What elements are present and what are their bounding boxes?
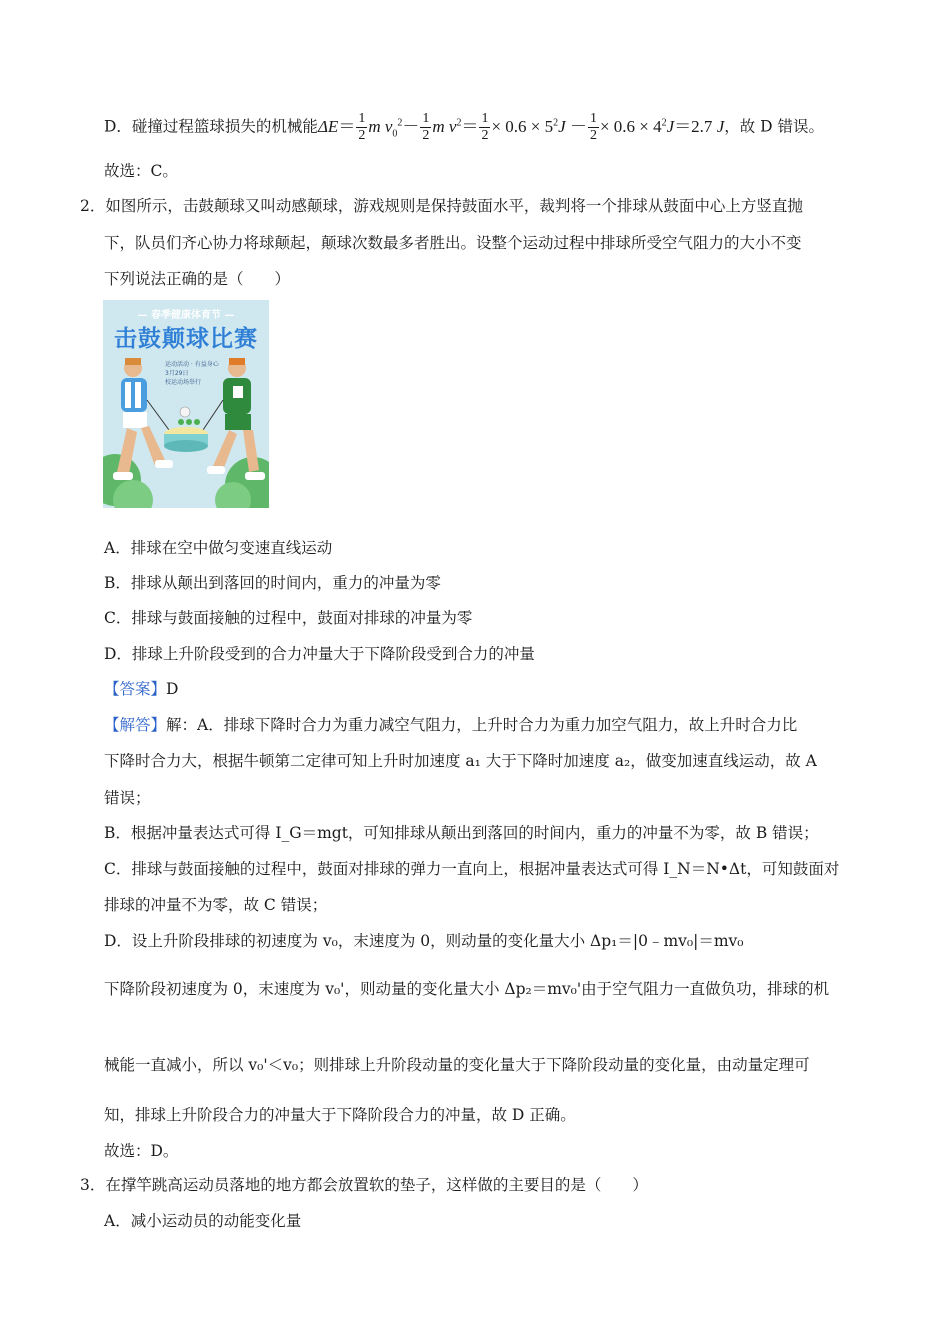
energy-loss-formula: ΔE＝ $\frac{1}{2}$ m $v_0^2-$ $\frac{1}{2}$ m $v^2=$ $\frac{1}{2}$ × $0.6 \times 5^2J$ － $\frac{1}{2}$ × $0.6 \times 4^2J=2.7$ J <box>317 111 725 144</box>
q2-analysis-line9: 械能一直减小，所以 v₀'＜v₀；则排球上升阶段动量的变化量大于下降阶段动量的变化量，由动量定理可 <box>104 1056 810 1074</box>
q2-stem-line1: 2．如图所示，击鼓颠球又叫动感颠球，游戏规则是保持鼓面水平，裁判将一个排球从鼓面中心上方竖直抛 <box>80 197 803 215</box>
q1-choice: 故选：C。 <box>104 162 178 180</box>
answer-value: D <box>166 680 179 698</box>
q2-option-c: C．排球与鼓面接触的过程中，鼓面对排球的冲量为零 <box>104 609 473 627</box>
q3-option-a: A．减小运动员的动能变化量 <box>104 1212 302 1230</box>
q2-stem-line2: 下，队员们齐心协力将球颠起，颠球次数最多者胜出。设整个运动过程中排球所受空气阻力的大小不变 <box>104 234 802 252</box>
q2-stem-line3: 下列说法正确的是（ ） <box>104 270 291 288</box>
q2-option-d: D．排球上升阶段受到的合力冲量大于下降阶段受到合力的冲量 <box>104 645 535 663</box>
q1-option-d <box>104 108 824 149</box>
q2-analysis-line4: B．根据冲量表达式可得 I_G＝mgt，可知排球从颠出到落回的时间内，重力的冲量不为零，故 B 错误； <box>104 824 819 842</box>
analysis-tag: 【解答】 <box>104 716 167 734</box>
analysis-text-1: 解：A．排球下降时合力为重力减空气阻力，上升时合力为重力加空气阻力，故上升时合力比 <box>166 716 798 734</box>
q2-analysis-line2: 下降时合力大，根据牛顿第二定律可知上升时加速度 a₁ 大于下降时加速度 a₂，做变加速直线运动，故 A <box>104 752 817 770</box>
q2-answer <box>104 678 178 700</box>
poster-info-line3: 校运动场举行 <box>165 379 202 386</box>
q2-option-a: A．排球在空中做匀变速直线运动 <box>104 539 333 557</box>
q2-analysis-line8: 下降阶段初速度为 0，末速度为 v₀'，则动量的变化量大小 Δp₂＝mv₀'由于空气阻力一直做负功，排球的机 <box>104 980 830 998</box>
answer-tag: 【答案】 <box>104 680 167 698</box>
q2-analysis-line1 <box>104 714 797 736</box>
q2-analysis-line10: 知，排球上升阶段合力的冲量大于下降阶段合力的冲量，故 D 正确。 <box>104 1106 576 1124</box>
q2-choice: 故选：D。 <box>104 1142 179 1160</box>
q2-analysis-line3: 错误； <box>104 789 151 807</box>
q2-option-b: B．排球从颠出到落回的时间内，重力的冲量为零 <box>104 574 441 592</box>
poster-info <box>165 360 223 387</box>
q2-analysis-line6: 排球的冲量不为零，故 C 错误； <box>104 896 328 914</box>
q1-option-d-tail: ，故 D 错误。 <box>724 117 825 136</box>
poster-info-line1: 运动活动 · 有益身心 <box>165 361 219 368</box>
q1-option-d-prefix: D．碰撞过程篮球损失的机械能 <box>104 117 318 136</box>
q3-stem: 3．在撑竿跳高运动员落地的地方都会放置软的垫子，这样做的主要目的是（ ） <box>80 1176 648 1194</box>
poster-subtitle: — 春季健康体育节 — <box>137 310 235 321</box>
q2-analysis-line7: D．设上升阶段排球的初速度为 v₀，末速度为 0，则动量的变化量大小 Δp₁＝|0﹣mv₀|＝mv₀ <box>104 932 744 950</box>
drum-ball-poster-image <box>103 300 269 508</box>
poster-info-line2: 3月29日 <box>165 370 189 377</box>
q2-analysis-line5: C．排球与鼓面接触的过程中，鼓面对排球的弹力一直向上，根据冲量表达式可得 I_N＝N•Δt，可知鼓面对 <box>104 860 840 878</box>
poster-title: 击鼓颠球比赛 <box>114 326 258 352</box>
